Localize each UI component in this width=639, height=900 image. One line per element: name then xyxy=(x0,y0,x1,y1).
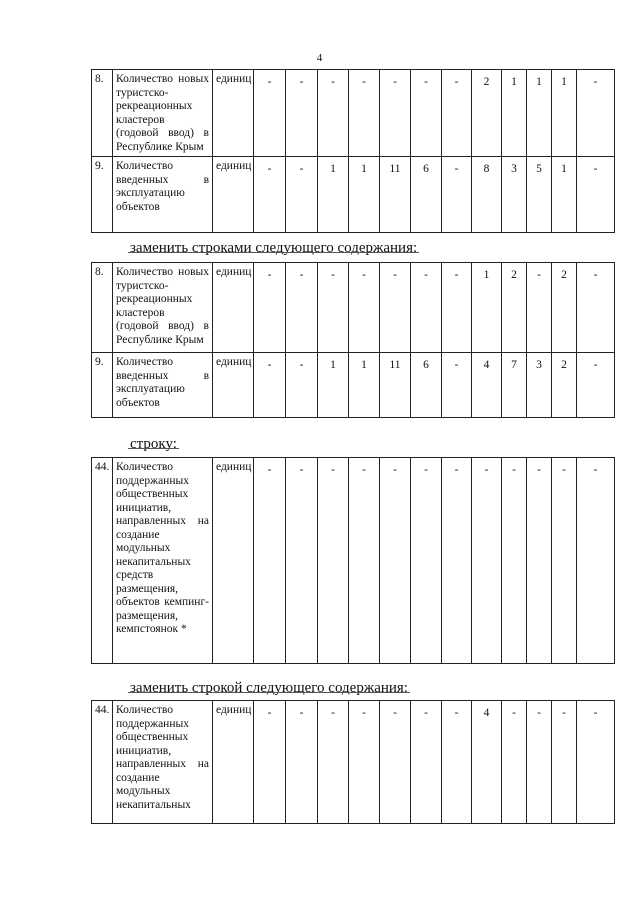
value-cell: - xyxy=(286,263,318,353)
unit-of-measure: единиц xyxy=(213,157,254,233)
value-cell: - xyxy=(527,458,552,664)
value-cell: - xyxy=(380,263,411,353)
indicator-name: Количество поддержанных общественных инициатив, направленных на создание модульных некапитальных xyxy=(113,701,213,824)
value-cell: - xyxy=(318,458,349,664)
value-cell: 1 xyxy=(318,353,349,418)
value-cell: 1 xyxy=(318,157,349,233)
value-cell: - xyxy=(254,353,286,418)
table-original-rows-8-9 xyxy=(91,69,615,233)
row-number: 9. xyxy=(92,157,113,233)
table-row xyxy=(92,157,615,233)
value-cell: - xyxy=(577,70,615,157)
value-cell: 2 xyxy=(472,70,502,157)
value-cell: - xyxy=(411,458,442,664)
value-cell: - xyxy=(318,70,349,157)
value-cell: 3 xyxy=(502,157,527,233)
indicator-name: Количество новых туристско-рекреационных кластеров (годовой ввод) в Республике Крым xyxy=(113,263,213,353)
caption-replace-rows: заменить строками следующего содержания: xyxy=(130,240,418,256)
row-number: 44. xyxy=(92,458,113,664)
unit-of-measure: единиц xyxy=(213,70,254,157)
value-cell: - xyxy=(442,263,472,353)
row-number: 9. xyxy=(92,353,113,418)
table-row xyxy=(92,701,615,824)
value-cell: - xyxy=(349,70,380,157)
value-cell: - xyxy=(380,458,411,664)
value-cell: - xyxy=(552,458,577,664)
value-cell: - xyxy=(349,701,380,824)
value-cell: 2 xyxy=(502,263,527,353)
value-cell: 1 xyxy=(502,70,527,157)
table-original-row-44 xyxy=(91,457,615,664)
value-cell: - xyxy=(577,157,615,233)
page-number: 4 xyxy=(316,52,323,64)
value-cell: - xyxy=(502,458,527,664)
value-cell: 11 xyxy=(380,353,411,418)
table-replacement-row-44 xyxy=(91,700,615,824)
unit-of-measure: единиц xyxy=(213,263,254,353)
value-cell: 5 xyxy=(527,157,552,233)
value-cell: - xyxy=(254,157,286,233)
table-row xyxy=(92,458,615,664)
value-cell: - xyxy=(577,353,615,418)
value-cell: - xyxy=(442,458,472,664)
value-cell: 1 xyxy=(349,353,380,418)
value-cell: 4 xyxy=(472,353,502,418)
value-cell: 1 xyxy=(527,70,552,157)
value-cell: 1 xyxy=(472,263,502,353)
row-number: 8. xyxy=(92,70,113,157)
table-row xyxy=(92,263,615,353)
value-cell: - xyxy=(411,263,442,353)
value-cell: 2 xyxy=(552,263,577,353)
unit-of-measure: единиц xyxy=(213,353,254,418)
value-cell: - xyxy=(502,701,527,824)
caption-replace-row: заменить строкой следующего содержания: xyxy=(130,680,408,696)
value-cell: - xyxy=(318,701,349,824)
value-cell: - xyxy=(411,70,442,157)
value-cell: 8 xyxy=(472,157,502,233)
value-cell: - xyxy=(577,701,615,824)
value-cell: - xyxy=(286,701,318,824)
value-cell: 1 xyxy=(552,157,577,233)
indicator-name: Количество введенных в эксплуатацию объектов xyxy=(113,353,213,418)
value-cell: 4 xyxy=(472,701,502,824)
table-row xyxy=(92,353,615,418)
indicator-name: Количество введенных в эксплуатацию объектов xyxy=(113,157,213,233)
indicator-name: Количество поддержанных общественных инициатив, направленных на создание модульных некапитальных средств размещения, объектов кемпинг-размещения, кемпстоянок * xyxy=(113,458,213,664)
value-cell: - xyxy=(254,70,286,157)
value-cell: - xyxy=(577,458,615,664)
value-cell: - xyxy=(286,157,318,233)
value-cell: - xyxy=(286,70,318,157)
value-cell: 6 xyxy=(411,157,442,233)
value-cell: - xyxy=(254,458,286,664)
value-cell: - xyxy=(527,263,552,353)
value-cell: - xyxy=(349,458,380,664)
value-cell: - xyxy=(472,458,502,664)
value-cell: 1 xyxy=(349,157,380,233)
value-cell: - xyxy=(254,263,286,353)
indicator-name: Количество новых туристско-рекреационных кластеров (годовой ввод) в Республике Крым xyxy=(113,70,213,157)
row-number: 44. xyxy=(92,701,113,824)
value-cell: - xyxy=(442,353,472,418)
value-cell: 2 xyxy=(552,353,577,418)
value-cell: 1 xyxy=(552,70,577,157)
value-cell: - xyxy=(380,70,411,157)
caption-row: строку: xyxy=(130,436,177,452)
table-replacement-rows-8-9 xyxy=(91,262,615,418)
value-cell: 6 xyxy=(411,353,442,418)
value-cell: - xyxy=(577,263,615,353)
value-cell: - xyxy=(527,701,552,824)
value-cell: - xyxy=(442,157,472,233)
table-row xyxy=(92,70,615,157)
unit-of-measure: единиц xyxy=(213,701,254,824)
value-cell: - xyxy=(286,458,318,664)
value-cell: - xyxy=(442,701,472,824)
value-cell: - xyxy=(349,263,380,353)
value-cell: - xyxy=(318,263,349,353)
value-cell: - xyxy=(254,701,286,824)
value-cell: - xyxy=(411,701,442,824)
unit-of-measure: единиц xyxy=(213,458,254,664)
value-cell: - xyxy=(380,701,411,824)
value-cell: - xyxy=(286,353,318,418)
value-cell: 11 xyxy=(380,157,411,233)
value-cell: 3 xyxy=(527,353,552,418)
value-cell: - xyxy=(442,70,472,157)
value-cell: - xyxy=(552,701,577,824)
row-number: 8. xyxy=(92,263,113,353)
value-cell: 7 xyxy=(502,353,527,418)
